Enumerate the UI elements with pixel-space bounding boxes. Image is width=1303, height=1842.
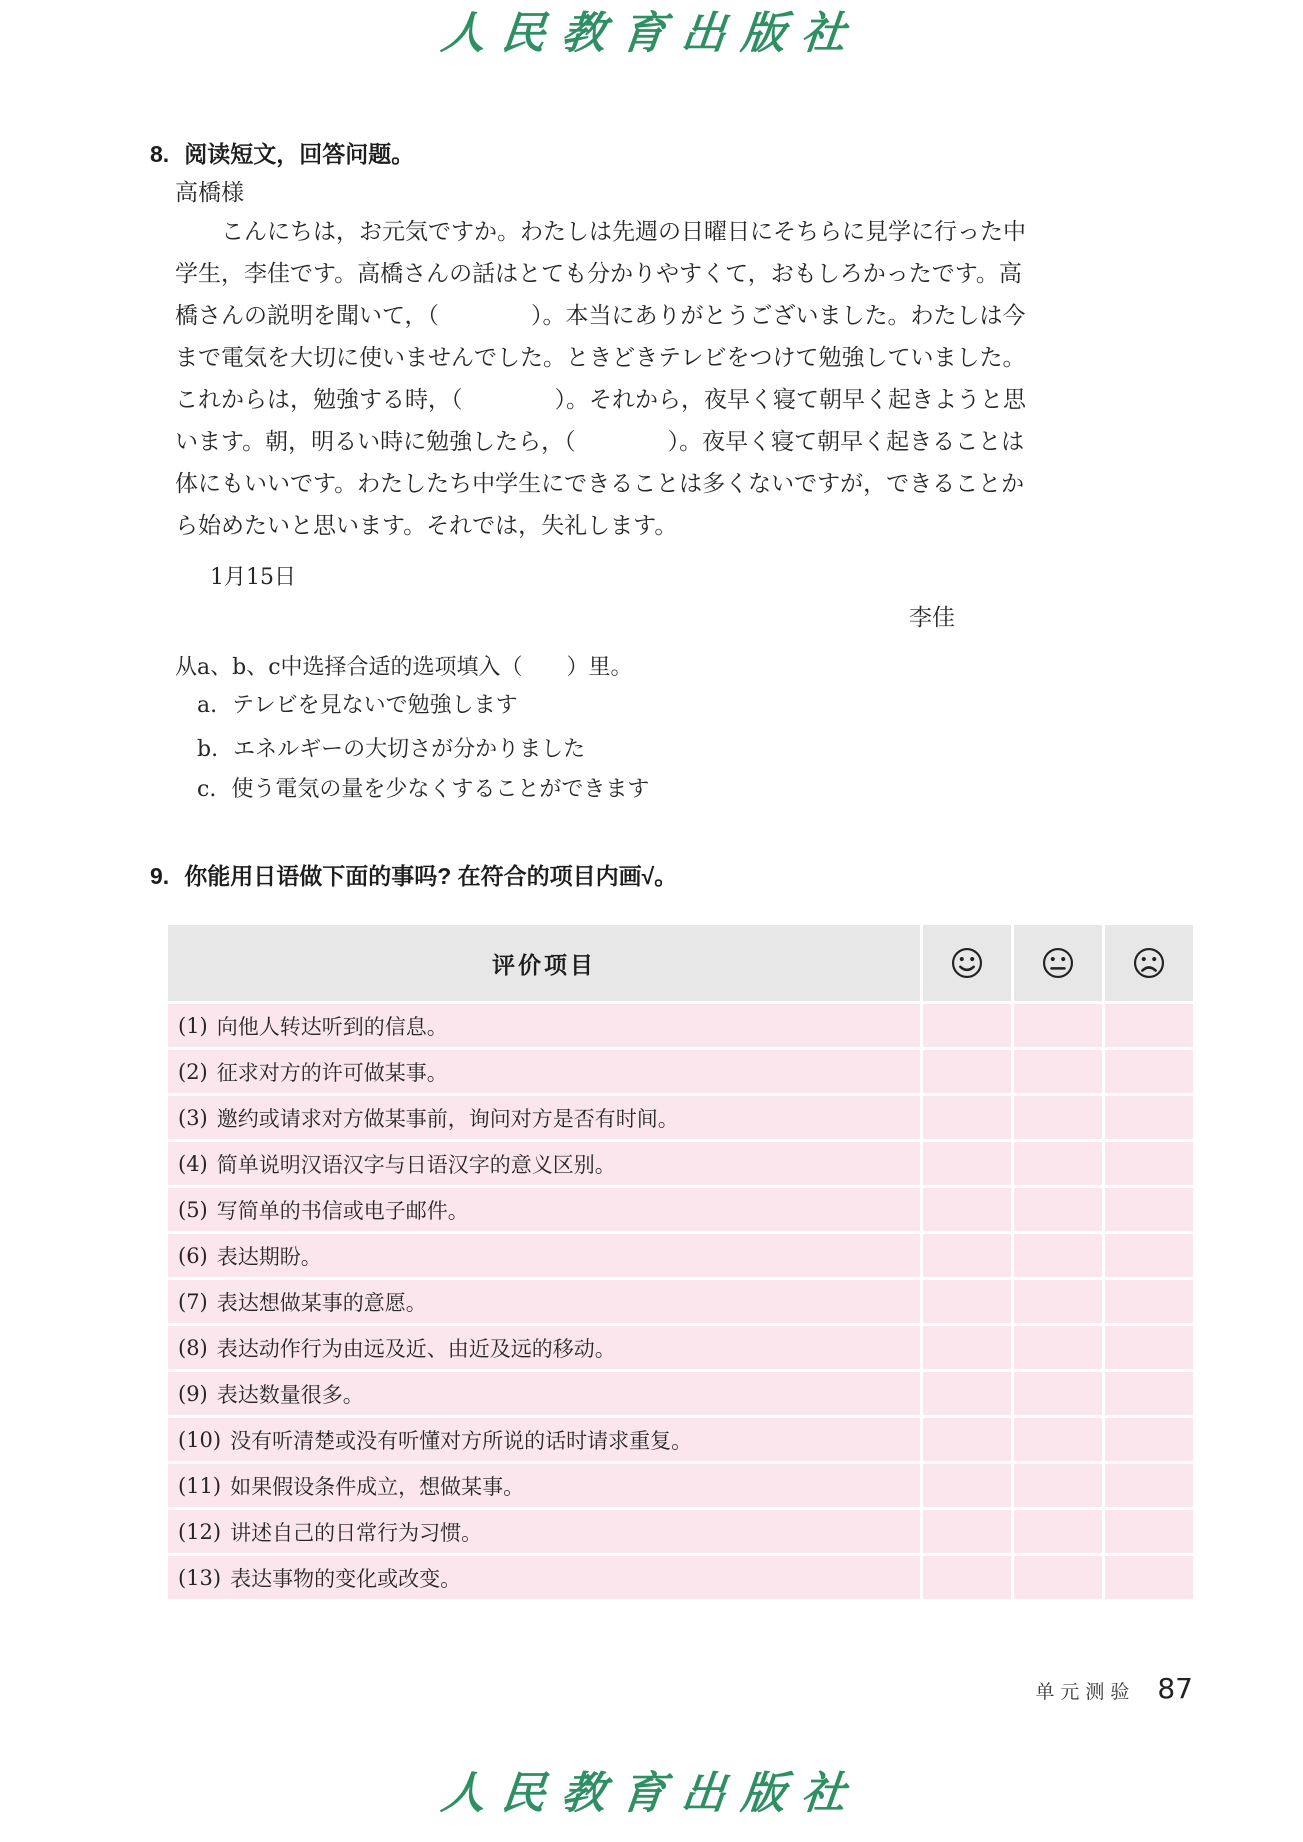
eval-row-mark-cell <box>1105 1050 1193 1093</box>
eval-row-mark-cell <box>1105 1234 1193 1277</box>
eval-row-mark-cell <box>1014 1418 1102 1461</box>
footer-section-label: 单元测验 <box>1035 1681 1136 1703</box>
eval-row-mark-cell <box>1014 1234 1102 1277</box>
option-a-label: a. <box>197 693 218 718</box>
letter-line: 橋さんの説明を聞いて，（ ）。本当にありがとうございました。わたしは今 <box>175 303 1026 329</box>
eval-row-mark-cell <box>1014 1464 1102 1507</box>
eval-row-mark-cell <box>1105 1510 1193 1553</box>
eval-row-mark-cell <box>923 1050 1011 1093</box>
eval-row-mark-cell <box>1014 1556 1102 1599</box>
eval-row-label: (11) 如果假设条件成立，想做某事。 <box>168 1464 920 1507</box>
eval-row-label: (13) 表达事物的变化或改变。 <box>168 1556 920 1599</box>
option-c-text: 使う電気の量を少なくすることができます <box>231 777 650 802</box>
eval-row-mark-cell <box>1014 1326 1102 1369</box>
eval-row-mark-cell <box>1014 1188 1102 1231</box>
eval-row-mark-cell <box>923 1142 1011 1185</box>
option-a <box>197 686 518 726</box>
sad-face-icon <box>1131 945 1167 981</box>
eval-row-mark-cell <box>1014 1050 1102 1093</box>
option-a-text: テレビを見ないで勉強します <box>232 693 518 718</box>
eval-row-label: (3) 邀约或请求对方做某事前，询问对方是否有时间。 <box>168 1096 920 1139</box>
eval-row-label: (2) 征求对方的许可做某事。 <box>168 1050 920 1093</box>
eval-row-mark-cell <box>1105 1096 1193 1139</box>
question8-number: 8. <box>150 141 170 167</box>
option-c-label: c. <box>197 777 217 802</box>
eval-row-mark-cell <box>1105 1326 1193 1369</box>
eval-row-mark-cell <box>1105 1556 1193 1599</box>
eval-row-label: (6) 表达期盼。 <box>168 1234 920 1277</box>
eval-row-mark-cell <box>923 1004 1011 1047</box>
happy-face-icon <box>949 945 985 981</box>
eval-row-mark-cell <box>1105 1418 1193 1461</box>
question9-number: 9. <box>150 863 170 889</box>
eval-row-mark-cell <box>923 1096 1011 1139</box>
publisher-logo-top: 人民教育出版社 <box>438 8 865 59</box>
eval-row-label: (5) 写简单的书信或电子邮件。 <box>168 1188 920 1231</box>
eval-row-mark-cell <box>923 1372 1011 1415</box>
eval-row-label: (1) 向他人转达听到的信息。 <box>168 1004 920 1047</box>
publisher-logo-bottom: 人民教育出版社 <box>438 1768 865 1819</box>
option-b-text: エネルギーの大切さが分かりました <box>233 737 586 762</box>
question9-title: 你能用日语做下面的事吗? 在符合的项目内画√。 <box>184 863 678 889</box>
eval-row-mark-cell <box>923 1510 1011 1553</box>
letter-line: これからは，勉強する時，（ ）。それから，夜早く寝て朝早く起きようと思 <box>175 387 1026 413</box>
eval-row-mark-cell <box>923 1556 1011 1599</box>
footer-page-number: 87 <box>1157 1672 1193 1705</box>
question8-heading <box>150 139 414 169</box>
eval-header-sad <box>1105 925 1193 1001</box>
letter-signature: 李佳 <box>909 605 955 631</box>
evaluation-table <box>168 925 1193 1599</box>
letter-salutation: 高橋様 <box>175 180 244 206</box>
letter-line: います。朝，明るい時に勉強したら，（ ）。夜早く寝て朝早く起きることは <box>175 429 1025 455</box>
eval-row-mark-cell <box>1014 1096 1102 1139</box>
question8-title: 阅读短文，回答问题。 <box>184 141 415 167</box>
eval-row-label: (12) 讲述自己的日常行为习惯。 <box>168 1510 920 1553</box>
eval-row-mark-cell <box>1105 1464 1193 1507</box>
eval-header-happy <box>923 925 1011 1001</box>
letter-body <box>175 211 1026 547</box>
eval-row-mark-cell <box>1105 1372 1193 1415</box>
eval-row-mark-cell <box>923 1326 1011 1369</box>
eval-row-label: (7) 表达想做某事的意愿。 <box>168 1280 920 1323</box>
eval-row-label: (8) 表达动作行为由远及近、由近及远的移动。 <box>168 1326 920 1369</box>
letter-date: 1月15日 <box>210 565 296 590</box>
eval-row-mark-cell <box>1014 1004 1102 1047</box>
eval-row-mark-cell <box>923 1234 1011 1277</box>
option-b-label: b. <box>197 737 219 762</box>
option-b <box>197 730 585 770</box>
eval-row-mark-cell <box>923 1188 1011 1231</box>
eval-row-mark-cell <box>1105 1280 1193 1323</box>
eval-row-mark-cell <box>923 1418 1011 1461</box>
eval-row-mark-cell <box>1105 1142 1193 1185</box>
letter-line: こんにちは，お元気ですか。わたしは先週の日曜日にそちらに見学に行った中 <box>221 219 1026 245</box>
question9-heading <box>150 861 677 891</box>
eval-row-mark-cell <box>1105 1188 1193 1231</box>
letter-line: 体にもいいです。わたしたち中学生にできることは多くないですが，できることか <box>175 471 1025 497</box>
eval-row-mark-cell <box>1014 1280 1102 1323</box>
eval-row-mark-cell <box>923 1280 1011 1323</box>
eval-row-mark-cell <box>1014 1510 1102 1553</box>
neutral-face-icon <box>1040 945 1076 981</box>
eval-row-mark-cell <box>1105 1004 1193 1047</box>
eval-row-mark-cell <box>923 1464 1011 1507</box>
eval-header-item: 评价项目 <box>168 925 920 1001</box>
option-c <box>197 770 649 810</box>
letter-line: ら始めたいと思います。それでは，失礼します。 <box>175 513 678 539</box>
choice-instruction: 从a、b、c中选择合适的选项填入（ ）里。 <box>175 655 633 680</box>
eval-row-label: (9) 表达数量很多。 <box>168 1372 920 1415</box>
eval-row-mark-cell <box>1014 1372 1102 1415</box>
eval-row-mark-cell <box>1014 1142 1102 1185</box>
letter-line: 学生，李佳です。高橋さんの話はとても分かりやすくて，おもしろかったです。高 <box>175 261 1022 287</box>
page-footer <box>1035 1672 1193 1705</box>
letter-line: まで電気を大切に使いませんでした。ときどきテレビをつけて勉強していました。 <box>175 345 1026 371</box>
eval-row-label: (4) 简单说明汉语汉字与日语汉字的意义区别。 <box>168 1142 920 1185</box>
eval-row-label: (10) 没有听清楚或没有听懂对方所说的话时请求重复。 <box>168 1418 920 1461</box>
eval-header-neutral <box>1014 925 1102 1001</box>
